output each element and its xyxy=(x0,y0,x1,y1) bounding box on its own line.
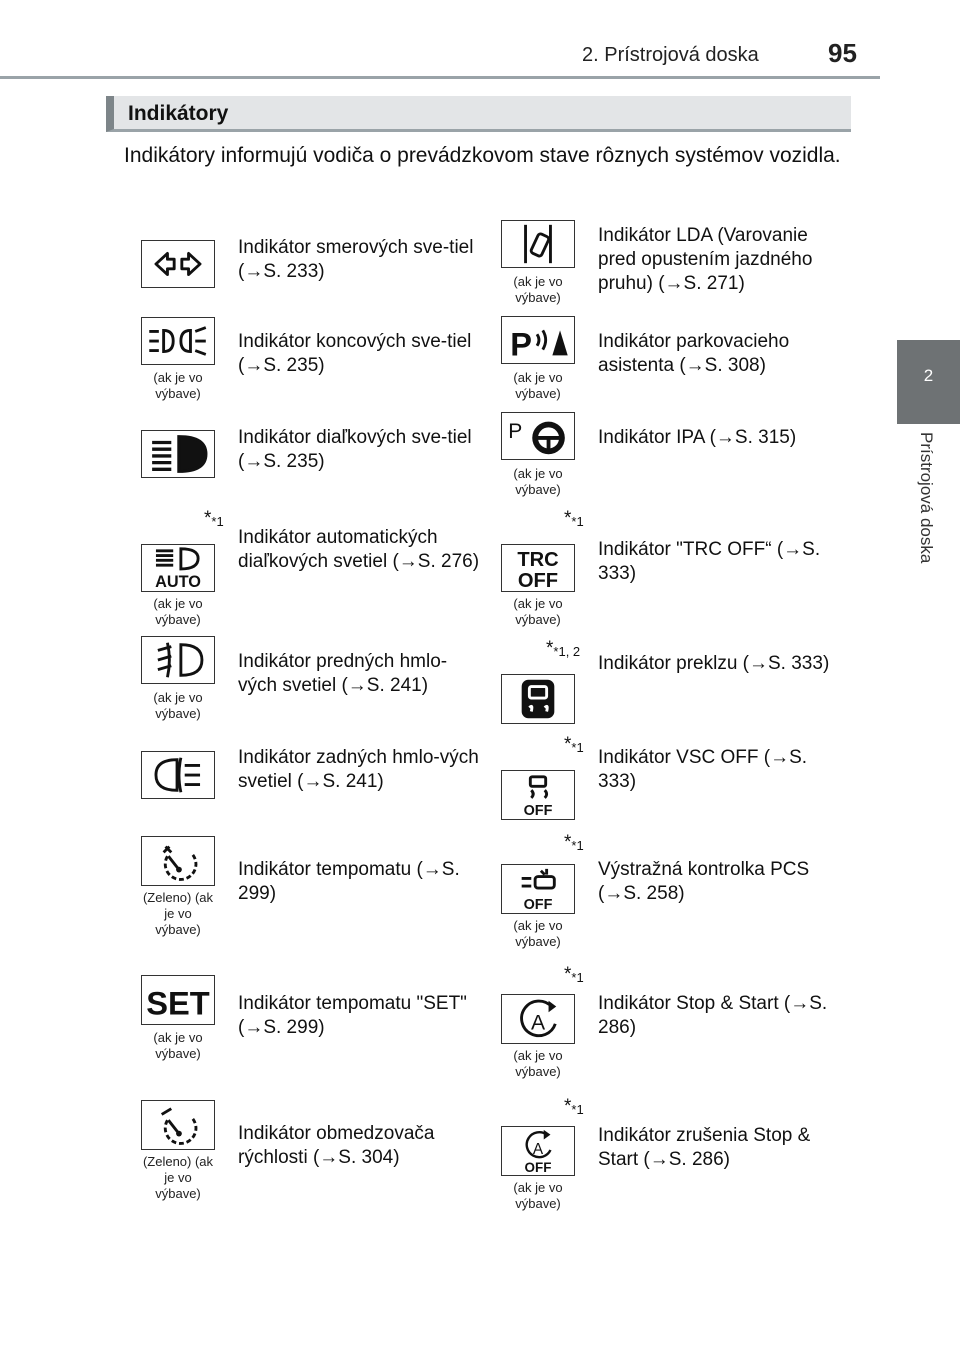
indicator-row xyxy=(140,634,500,734)
section-heading-bar xyxy=(106,96,851,132)
chapter-number: 2 xyxy=(923,366,934,385)
cruise-set-icon xyxy=(141,975,215,1025)
indicator-row xyxy=(140,504,500,627)
svg-text:AUTO: AUTO xyxy=(155,573,201,591)
chapter-tab[interactable] xyxy=(897,340,960,424)
footnote-mark: *$^{*1}$ xyxy=(564,1096,584,1117)
vsc-off-icon xyxy=(501,770,575,820)
svg-text:TRC: TRC xyxy=(517,549,559,572)
svg-text:OFF: OFF xyxy=(524,1160,552,1175)
indicator-description: Indikátor Stop & Start (→S. 286) xyxy=(598,993,828,1038)
rear-fog-light-icon xyxy=(141,751,215,799)
pcs-off-icon xyxy=(501,864,575,914)
high-beam-icon xyxy=(141,430,215,478)
svg-text:OFF: OFF xyxy=(523,897,553,913)
availability-caption: (ak je vo výbave) xyxy=(153,596,203,627)
indicator-row xyxy=(500,218,860,318)
availability-caption: (ak je vo výbave) xyxy=(513,1048,563,1079)
front-fog-light-icon xyxy=(141,636,215,684)
svg-text:OFF: OFF xyxy=(517,570,559,591)
indicator-row xyxy=(140,410,500,510)
availability-caption: (ak je vo výbave) xyxy=(153,370,203,401)
page-number: 95 xyxy=(828,38,857,68)
indicator-description: Výstražná kontrolka PCS (→S. 258) xyxy=(598,859,810,904)
section-heading: Indikátory xyxy=(128,102,229,125)
chapter-title: Prístrojová doska xyxy=(917,432,936,564)
indicator-description: Indikátor zrušenia Stop & Start (→S. 286) xyxy=(598,1125,811,1170)
speed-limiter-icon xyxy=(141,1100,215,1150)
indicator-description: Indikátor automatických diaľkových svetiel (→S. 276) xyxy=(238,527,480,572)
availability-caption: (Zeleno) (ak je vo výbave) xyxy=(142,1154,214,1201)
indicator-row xyxy=(500,1092,860,1211)
stop-start-off-icon xyxy=(501,1126,575,1176)
footnote-mark: *$^{*1}$ xyxy=(564,734,584,755)
indicator-row xyxy=(140,730,500,830)
footnote-mark: *$^{*1}$ xyxy=(564,508,584,529)
indicator-row xyxy=(500,314,860,414)
auto-high-beam-icon xyxy=(141,544,215,592)
footnote-mark: *$^{*1}$ xyxy=(204,508,224,529)
indicator-description: Indikátor zadných hmlo-vých svetiel (→S. 241) xyxy=(238,747,479,792)
indicator-description: Indikátor smerových sve-tiel (→S. 233) xyxy=(238,237,474,282)
indicator-description: Indikátor koncových sve-tiel (→S. 235) xyxy=(238,331,472,376)
footnote-mark: *$^{*1, 2}$ xyxy=(546,638,581,659)
availability-caption: (ak je vo výbave) xyxy=(513,274,563,305)
parking-assist-icon xyxy=(501,316,575,364)
footnote-mark: *$^{*1}$ xyxy=(564,964,584,985)
indicator-row xyxy=(140,1098,500,1201)
svg-text:SET: SET xyxy=(146,984,210,1022)
header-rule xyxy=(0,76,880,79)
svg-text:P: P xyxy=(510,326,532,363)
trc-off-icon xyxy=(501,544,575,592)
indicator-description: Indikátor "TRC OFF“ (→S. 333) xyxy=(598,539,821,584)
indicator-row xyxy=(500,960,860,1079)
indicator-row xyxy=(500,730,860,830)
ipa-icon xyxy=(501,412,575,460)
tail-light-icon xyxy=(141,317,215,365)
indicator-description: Indikátor obmedzovača rýchlosti (→S. 304) xyxy=(238,1123,435,1168)
footnote-mark: *$^{*1}$ xyxy=(564,832,584,853)
slip-icon xyxy=(501,674,575,724)
availability-caption: (ak je vo výbave) xyxy=(513,918,563,949)
indicator-row xyxy=(500,410,860,510)
indicator-description: Indikátor predných hmlo-vých svetiel (→S. 241) xyxy=(238,651,448,696)
indicator-description: Indikátor tempomatu "SET" (→S. 299) xyxy=(238,993,467,1038)
availability-caption: (ak je vo výbave) xyxy=(513,466,563,497)
svg-text:A: A xyxy=(532,1140,544,1158)
availability-caption: (ak je vo výbave) xyxy=(513,1180,563,1211)
availability-caption: (ak je vo výbave) xyxy=(513,596,563,627)
availability-caption: (ak je vo výbave) xyxy=(513,370,563,401)
indicator-description: Indikátor tempomatu (→S. 299) xyxy=(238,859,460,904)
lda-icon xyxy=(501,220,575,268)
svg-text:OFF: OFF xyxy=(523,803,553,819)
cruise-control-icon xyxy=(141,836,215,886)
availability-caption: (Zeleno) (ak je vo výbave) xyxy=(142,890,214,937)
indicator-description: Indikátor preklzu (→S. 333) xyxy=(598,653,830,674)
indicator-description: Indikátor IPA (→S. 315) xyxy=(598,427,797,448)
availability-caption: (ak je vo výbave) xyxy=(153,690,203,721)
indicator-description: Indikátor VSC OFF (→S. 333) xyxy=(598,747,808,792)
indicator-description: Indikátor diaľkových sve-tiel (→S. 235) xyxy=(238,427,472,472)
indicator-row xyxy=(500,828,860,949)
svg-text:P: P xyxy=(508,419,523,443)
intro-paragraph: Indikátory informujú vodiča o prevádzkovom stave rôznych systémov vozidla. xyxy=(124,144,841,167)
indicator-row xyxy=(500,640,860,740)
availability-caption: (ak je vo výbave) xyxy=(153,1030,203,1061)
indicator-row xyxy=(500,504,860,627)
indicator-row xyxy=(140,314,500,414)
header-section-title: 2. Prístrojová doska xyxy=(582,44,759,66)
indicator-row xyxy=(140,970,500,1070)
indicator-description: Indikátor LDA (Varovanie pred opustením jazdného pruhu) (→S. 271) xyxy=(598,225,813,294)
turn-signal-icon xyxy=(141,240,215,288)
svg-text:A: A xyxy=(530,1011,546,1035)
indicator-row xyxy=(140,218,500,318)
indicator-row xyxy=(140,834,500,937)
stop-start-icon xyxy=(501,994,575,1044)
indicator-description: Indikátor parkovacieho asistenta (→S. 308) xyxy=(598,331,790,376)
